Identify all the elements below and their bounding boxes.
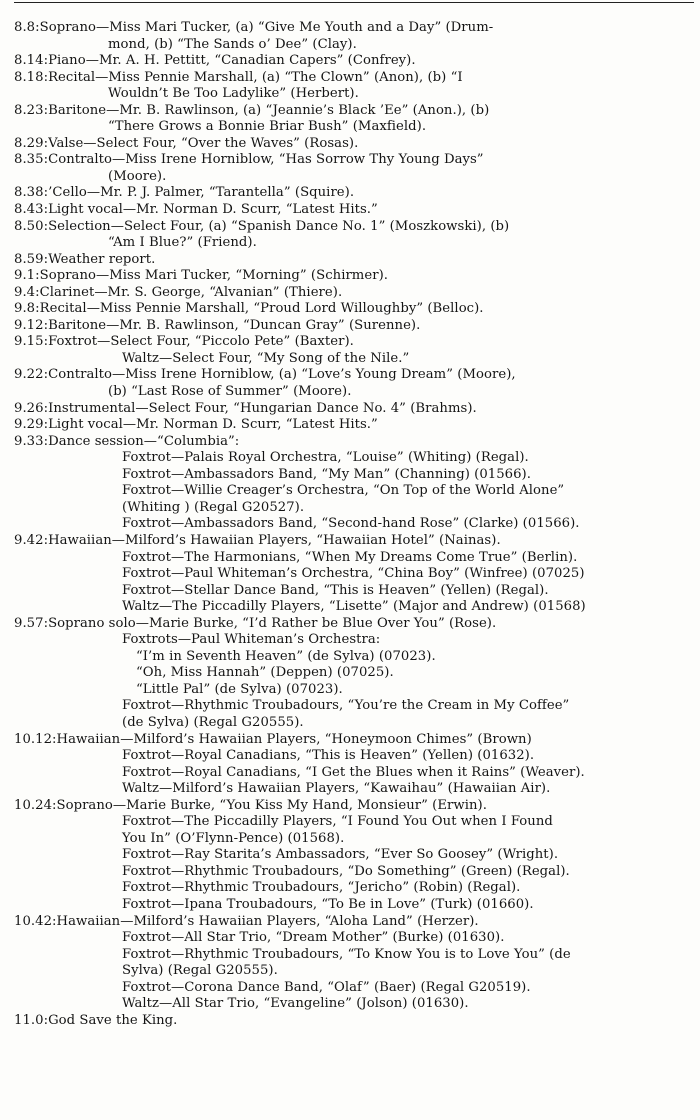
- programme-line: [14, 732, 698, 749]
- time-separator: :: [43, 417, 49, 433]
- programme-item-text: Soprano solo—Marie Burke, “I’d Rather be Blue Over You” (Rose).: [48, 615, 497, 631]
- programme-time: 9.57: [14, 615, 44, 631]
- programme-item-text: Baritone—Mr. B. Rawlinson, (a) “Jeannie’s Black ’Ee” (Anon.), (b): [48, 102, 490, 118]
- programme-item-text: Foxtrot—Ipana Troubadours, “To Be in Love” (Turk) (01660).: [122, 896, 534, 912]
- programme-line: [14, 914, 698, 931]
- programme-line: [14, 219, 698, 236]
- programme-item-text: Waltz—All Star Trio, “Evangeline” (Jolson) (01630).: [122, 996, 469, 1012]
- programme-line: [14, 268, 698, 285]
- programme-item-text: Foxtrot—All Star Trio, “Dream Mother” (Burke) (01630).: [122, 930, 505, 946]
- programme-item-text: Weather report.: [48, 251, 156, 267]
- programme-line: [14, 583, 698, 600]
- programme-line: [14, 897, 698, 914]
- time-separator: :: [43, 532, 49, 548]
- programme-line: [14, 384, 698, 401]
- programme-item-text: Foxtrot—Willie Creager’s Orchestra, “On Top of the World Alone”: [122, 483, 565, 499]
- programme-line: [14, 417, 698, 434]
- programme-line: [14, 367, 698, 384]
- programme-line: [14, 947, 698, 964]
- programme-line: [14, 351, 698, 368]
- programme-line: [14, 53, 698, 70]
- programme-line: [14, 698, 698, 715]
- programme-time: 8.8: [14, 20, 36, 35]
- programme-item-text: Foxtrot—The Piccadilly Players, “I Found You Out when I Found: [122, 814, 553, 830]
- programme-line: [14, 467, 698, 484]
- programme-item-text: Waltz—The Piccadilly Players, “Lisette” (Major and Andrew) (01568): [122, 599, 586, 615]
- programme-line: [14, 847, 698, 864]
- programme-line: [14, 500, 698, 517]
- programme-line: [14, 37, 698, 54]
- programme-line: [14, 864, 698, 881]
- programme-item-text: Wouldn’t Be Too Ladylike” (Herbert).: [108, 86, 359, 102]
- time-separator: :: [43, 433, 49, 449]
- programme-item-text: Hawaiian—Milford’s Hawaiian Players, “Aloha Land” (Herzer).: [56, 913, 479, 929]
- programme-line: [14, 20, 698, 37]
- programme-line: [14, 252, 698, 269]
- programme-line: [14, 318, 698, 335]
- programme-item-text: Selection—Select Four, (a) “Spanish Dance No. 1” (Moszkowski), (b): [48, 218, 510, 234]
- programme-line: [14, 533, 698, 550]
- programme-line: [14, 814, 698, 831]
- programme-time: 8.35: [14, 152, 44, 168]
- time-separator: :: [43, 317, 49, 333]
- time-separator: :: [43, 185, 49, 201]
- programme-line: [14, 748, 698, 765]
- time-separator: :: [43, 202, 49, 218]
- programme-item-text: Foxtrot—Palais Royal Orchestra, “Louise” (Whiting) (Regal).: [122, 450, 529, 466]
- programme-item-text: (b) “Last Rose of Summer” (Moore).: [108, 384, 352, 400]
- programme-time: 9.15: [14, 334, 44, 350]
- programme-item-text: Soprano—Miss Mari Tucker, “Morning” (Schirmer).: [39, 268, 389, 284]
- programme-item-text: ’Cello—Mr. P. J. Palmer, “Tarantella” (Squire).: [48, 185, 355, 201]
- programme-time: 9.22: [14, 367, 44, 383]
- time-separator: :: [35, 20, 40, 35]
- programme-line: [14, 632, 698, 649]
- time-separator: :: [43, 251, 49, 267]
- programme-line: [14, 152, 698, 169]
- programme-time: 8.29: [14, 135, 44, 151]
- programme-line: [14, 715, 698, 732]
- programme-item-text: “I’m in Seventh Heaven” (de Sylva) (07023).: [136, 648, 436, 664]
- programme-time: 9.8: [14, 301, 36, 317]
- programme-line: [14, 665, 698, 682]
- time-separator: :: [43, 152, 49, 168]
- programme-item-text: Foxtrot—Corona Dance Band, “Olaf” (Baer) (Regal G20519).: [122, 979, 531, 995]
- programme-line: [14, 616, 698, 633]
- programme-item-text: mond, (b) “The Sands o’ Dee” (Clay).: [108, 36, 357, 52]
- programme-time: 9.12: [14, 317, 44, 333]
- programme-item-text: (Moore).: [108, 168, 167, 184]
- programme-time: 8.59: [14, 251, 44, 267]
- programme-item-text: Piano—Mr. A. H. Pettitt, “Canadian Capers” (Confrey).: [48, 53, 416, 69]
- programme-line: [14, 70, 698, 87]
- programme-item-text: Hawaiian—Milford’s Hawaiian Players, “Hawaiian Hotel” (Nainas).: [48, 532, 501, 548]
- programme-line: [14, 401, 698, 418]
- programme-time: 8.38: [14, 185, 44, 201]
- programme-item-text: Soprano—Marie Burke, “You Kiss My Hand, Monsieur” (Erwin).: [56, 797, 487, 813]
- programme-line: [14, 798, 698, 815]
- programme-line: [14, 516, 698, 533]
- top-rule: [14, 2, 694, 3]
- programme-line: [14, 483, 698, 500]
- programme-time: 9.4: [14, 284, 36, 300]
- programme-time: 8.14: [14, 53, 44, 69]
- programme-line: [14, 1013, 698, 1030]
- programme-line: [14, 765, 698, 782]
- programme-line: [14, 119, 698, 136]
- programme-item-text: Foxtrot—Rhythmic Troubadours, “You’re the Cream in My Coffee”: [122, 698, 570, 714]
- programme-line: [14, 996, 698, 1013]
- programme-line: [14, 831, 698, 848]
- time-separator: :: [43, 334, 49, 350]
- programme-line: [14, 136, 698, 153]
- programme-item-text: Dance session—“Columbia”:: [48, 433, 240, 449]
- programme-item-text: Sylva) (Regal G20555).: [122, 963, 278, 979]
- programme-item-text: Foxtrots—Paul Whiteman’s Orchestra:: [122, 632, 381, 648]
- time-separator: :: [52, 797, 57, 813]
- programme-item-text: You In” (O’Flynn-Pence) (01568).: [122, 830, 345, 846]
- programme-time: 10.24: [14, 797, 53, 813]
- programme-item-text: Foxtrot—Paul Whiteman’s Orchestra, “China Boy” (Winfree) (07025): [122, 566, 585, 582]
- programme-item-text: Instrumental—Select Four, “Hungarian Dance No. 4” (Brahms).: [48, 400, 477, 416]
- programme-line: [14, 963, 698, 980]
- programme-item-text: Valse—Select Four, “Over the Waves” (Rosas).: [48, 135, 359, 151]
- time-separator: :: [43, 69, 49, 85]
- programme-item-text: Waltz—Select Four, “My Song of the Nile.”: [122, 350, 410, 366]
- programme-line: [14, 434, 698, 451]
- programme-line: [14, 185, 698, 202]
- programme-line: [14, 450, 698, 467]
- programme-line: [14, 550, 698, 567]
- time-separator: :: [43, 367, 49, 383]
- programme-item-text: Clarinet—Mr. S. George, “Alvanian” (Thiere).: [39, 284, 343, 300]
- programme-time: 8.23: [14, 102, 44, 118]
- programme-time: 10.12: [14, 731, 53, 747]
- broadcast-programme: [14, 20, 698, 1029]
- programme-time: 9.26: [14, 400, 44, 416]
- programme-item-text: Light vocal—Mr. Norman D. Scurr, “Latest Hits.”: [48, 202, 378, 218]
- time-separator: :: [43, 135, 49, 151]
- programme-item-text: Foxtrot—Royal Canadians, “This is Heaven” (Yellen) (01632).: [122, 748, 535, 764]
- programme-item-text: Waltz—Milford’s Hawaiian Players, “Kawaihau” (Hawaiian Air).: [122, 781, 551, 797]
- programme-line: [14, 930, 698, 947]
- programme-time: 8.18: [14, 69, 44, 85]
- programme-line: [14, 103, 698, 120]
- programme-time: 9.42: [14, 532, 44, 548]
- time-separator: :: [52, 913, 57, 929]
- programme-item-text: Contralto—Miss Irene Horniblow, “Has Sorrow Thy Young Days”: [48, 152, 484, 168]
- programme-item-text: Foxtrot—Royal Canadians, “I Get the Blues when it Rains” (Weaver).: [122, 764, 585, 780]
- programme-item-text: Light vocal—Mr. Norman D. Scurr, “Latest Hits.”: [48, 417, 378, 433]
- programme-item-text: “Oh, Miss Hannah” (Deppen) (07025).: [136, 665, 394, 681]
- programme-line: [14, 202, 698, 219]
- programme-line: [14, 285, 698, 302]
- programme-item-text: God Save the King.: [48, 1012, 178, 1028]
- programme-line: [14, 86, 698, 103]
- programme-time: 11.0: [14, 1012, 44, 1028]
- programme-item-text: “Am I Blue?” (Friend).: [108, 235, 257, 251]
- time-separator: :: [43, 218, 49, 234]
- programme-item-text: Foxtrot—Ray Starita’s Ambassadors, “Ever So Goosey” (Wright).: [122, 847, 559, 863]
- programme-item-text: Contralto—Miss Irene Horniblow, (a) “Love’s Young Dream” (Moore),: [48, 367, 516, 383]
- time-separator: :: [43, 400, 49, 416]
- programme-item-text: Foxtrot—Select Four, “Piccolo Pete” (Baxter).: [48, 334, 354, 350]
- programme-line: [14, 235, 698, 252]
- time-separator: :: [43, 615, 49, 631]
- programme-item-text: Hawaiian—Milford’s Hawaiian Players, “Honeymoon Chimes” (Brown): [56, 731, 532, 747]
- programme-time: 9.29: [14, 417, 44, 433]
- time-separator: :: [35, 301, 40, 317]
- programme-line: [14, 682, 698, 699]
- programme-line: [14, 980, 698, 997]
- programme-time: 10.42: [14, 913, 53, 929]
- time-separator: :: [43, 53, 49, 69]
- programme-item-text: “There Grows a Bonnie Briar Bush” (Maxfield).: [108, 119, 427, 135]
- time-separator: :: [43, 1012, 49, 1028]
- programme-line: [14, 566, 698, 583]
- programme-item-text: Foxtrot—Ambassadors Band, “My Man” (Channing) (01566).: [122, 466, 531, 482]
- programme-time: 9.1: [14, 268, 36, 284]
- programme-item-text: Foxtrot—The Harmonians, “When My Dreams Come True” (Berlin).: [122, 549, 578, 565]
- programme-line: [14, 169, 698, 186]
- programme-time: 8.50: [14, 218, 44, 234]
- programme-item-text: “Little Pal” (de Sylva) (07023).: [136, 681, 343, 697]
- programme-item-text: Foxtrot—Ambassadors Band, “Second-hand Rose” (Clarke) (01566).: [122, 516, 580, 532]
- programme-item-text: Soprano—Miss Mari Tucker, (a) “Give Me Youth and a Day” (Drum-: [39, 20, 494, 35]
- time-separator: :: [35, 268, 40, 284]
- programme-line: [14, 880, 698, 897]
- programme-item-text: Foxtrot—Rhythmic Troubadours, “Jericho” (Robin) (Regal).: [122, 880, 521, 896]
- programme-line: [14, 301, 698, 318]
- programme-item-text: Foxtrot—Rhythmic Troubadours, “To Know You is to Love You” (de: [122, 946, 571, 962]
- programme-time: 8.43: [14, 202, 44, 218]
- programme-item-text: Foxtrot—Stellar Dance Band, “This is Heaven” (Yellen) (Regal).: [122, 582, 549, 598]
- programme-item-text: Baritone—Mr. B. Rawlinson, “Duncan Gray” (Surenne).: [48, 317, 421, 333]
- programme-item-text: Recital—Miss Pennie Marshall, “Proud Lord Willoughby” (Belloc).: [39, 301, 484, 317]
- programme-line: [14, 599, 698, 616]
- programme-item-text: Foxtrot—Rhythmic Troubadours, “Do Something” (Green) (Regal).: [122, 863, 570, 879]
- programme-item-text: (de Sylva) (Regal G20555).: [122, 714, 304, 730]
- programme-line: [14, 334, 698, 351]
- programme-time: 9.33: [14, 433, 44, 449]
- time-separator: :: [35, 284, 40, 300]
- time-separator: :: [43, 102, 49, 118]
- programme-line: [14, 781, 698, 798]
- programme-item-text: (Whiting ) (Regal G20527).: [122, 499, 305, 515]
- programme-line: [14, 649, 698, 666]
- programme-item-text: Recital—Miss Pennie Marshall, (a) “The Clown” (Anon), (b) “I: [48, 69, 463, 85]
- time-separator: :: [52, 731, 57, 747]
